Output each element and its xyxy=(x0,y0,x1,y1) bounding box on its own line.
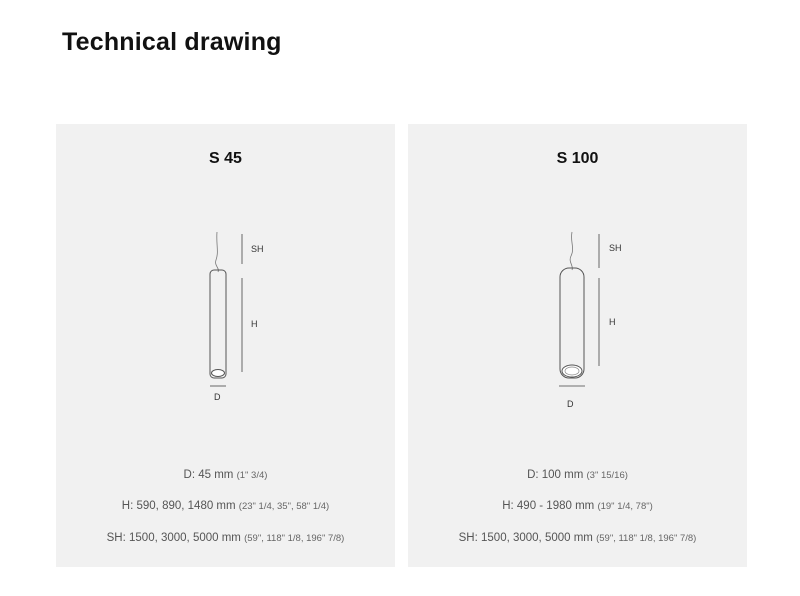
pendant-body xyxy=(210,270,226,378)
spec-height-metric: H: 590, 890, 1480 mm xyxy=(121,500,236,512)
spec-height xyxy=(408,500,747,512)
h-label: H xyxy=(251,319,258,329)
sh-label: SH xyxy=(251,244,264,254)
spec-suspension-imperial: (59", 118" 1/8, 196" 7/8) xyxy=(244,533,345,544)
spec-suspension-height xyxy=(408,532,747,544)
spec-height-metric: H: 490 - 1980 mm xyxy=(502,500,595,512)
spec-diameter xyxy=(56,469,395,481)
spec-height xyxy=(56,500,395,512)
spec-height-imperial: (23" 1/4, 35", 58" 1/4) xyxy=(238,501,330,512)
card-title: S 100 xyxy=(556,150,599,167)
spec-suspension-metric: SH: 1500, 3000, 5000 mm xyxy=(458,532,593,544)
spec-height-imperial: (19" 1/4, 78") xyxy=(597,501,653,512)
technical-drawing-s100 xyxy=(408,124,747,424)
technical-drawing-s45 xyxy=(56,124,395,424)
spec-diameter-metric: D: 100 mm xyxy=(527,469,584,481)
d-label: D xyxy=(214,392,221,402)
suspension-cable xyxy=(216,232,219,272)
h-label: H xyxy=(609,317,616,327)
page-title: Technical drawing xyxy=(62,28,282,56)
spec-diameter-metric: D: 45 mm xyxy=(183,469,234,481)
pendant-body xyxy=(560,268,584,378)
product-card-s100 xyxy=(408,124,747,567)
product-card-s45 xyxy=(56,124,395,567)
spec-diameter-imperial: (3" 15/16) xyxy=(586,470,628,481)
spec-suspension-metric: SH: 1500, 3000, 5000 mm xyxy=(106,532,241,544)
spec-suspension-height xyxy=(56,532,395,544)
card-title: S 45 xyxy=(209,150,242,167)
suspension-cable xyxy=(570,232,572,270)
spec-diameter-imperial: (1" 3/4) xyxy=(236,470,268,481)
pendant-opening xyxy=(212,370,225,377)
spec-suspension-imperial: (59", 118" 1/8, 196" 7/8) xyxy=(596,533,697,544)
d-label: D xyxy=(567,399,574,409)
spec-diameter xyxy=(408,469,747,481)
sh-label: SH xyxy=(609,243,622,253)
